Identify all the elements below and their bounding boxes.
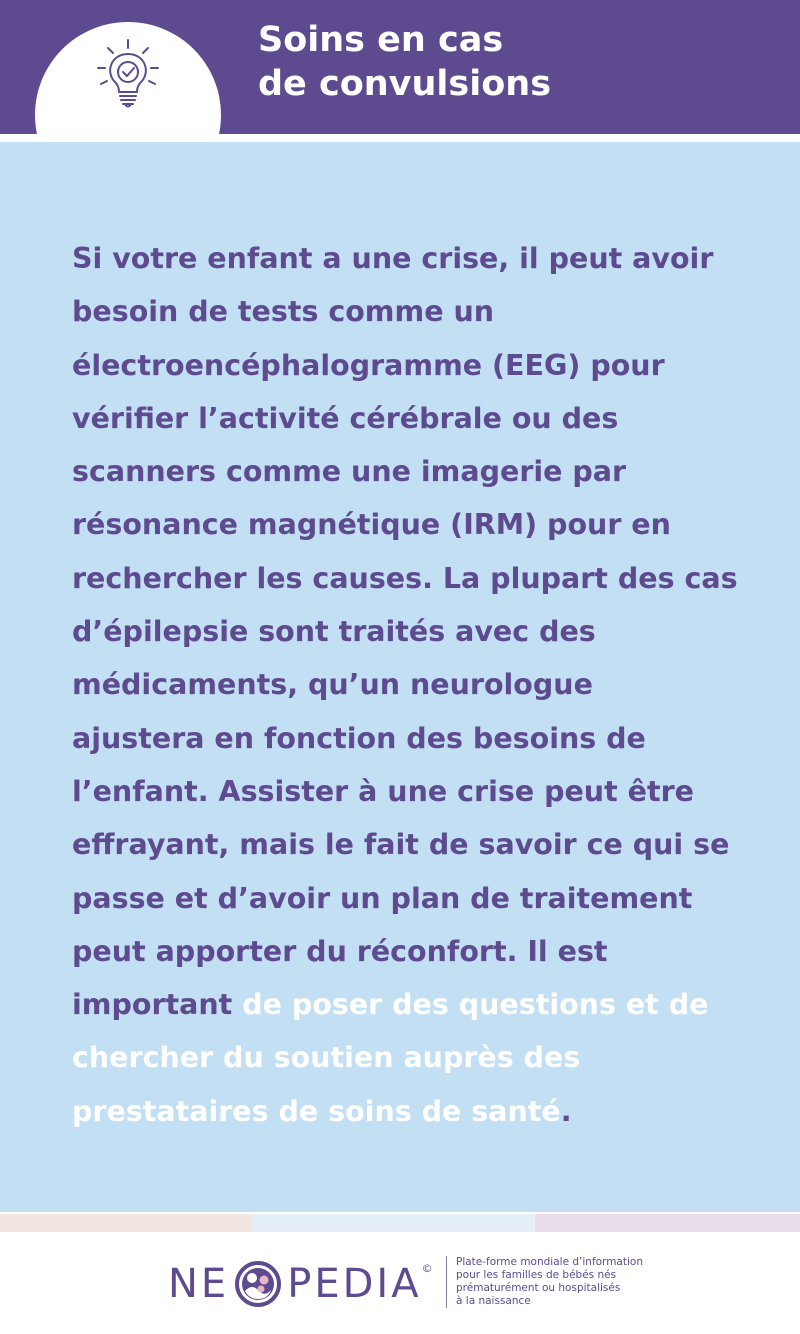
neopedia-logo (168, 1254, 433, 1314)
body-line: ajustera en fonction des besoins de (72, 721, 646, 755)
highlighted-text: de poser des questions et de (242, 988, 709, 1022)
header-divider (0, 134, 800, 142)
footer-tagline (456, 1256, 756, 1308)
end-punctuation: . (560, 1094, 572, 1128)
copyright-mark: © (421, 1262, 433, 1275)
body-line: besoin de tests comme un (72, 295, 495, 329)
tagline-line: Plate-forme mondiale d’information (456, 1256, 643, 1268)
logo-text-left: NE (168, 1261, 230, 1307)
tagline-line: pour les familles de bébés nés (456, 1269, 617, 1281)
body-line: l’enfant. Assister à une crise peut être (72, 774, 694, 808)
body-line-mixed (72, 1085, 752, 1138)
body-line: vérifier l’activité cérébrale ou des (72, 401, 619, 435)
body-line: électroencéphalogramme (EEG) pour (72, 348, 665, 382)
header-banner (0, 0, 800, 134)
footer-divider (446, 1256, 447, 1308)
body-line: rechercher les causes. La plupart des cas (72, 561, 738, 595)
color-stripe-pink (0, 1214, 252, 1232)
logo-text-right: PEDIA (287, 1261, 422, 1307)
lightbulb-check-icon (93, 34, 163, 114)
tagline-line: prématurément ou hospitalisés (456, 1282, 621, 1294)
neopedia-emblem-icon (235, 1261, 281, 1307)
color-stripe-blue (252, 1214, 535, 1232)
body-line: passe et d’avoir un plan de traitement (72, 881, 693, 915)
body-line: d’épilepsie sont traités avec des (72, 615, 596, 649)
color-stripe-lilac (535, 1214, 800, 1232)
tagline-line: à la naissance (456, 1295, 531, 1307)
body-line: Si votre enfant a une crise, il peut avoir (72, 242, 714, 275)
title-line-1: Soins en cas (258, 20, 504, 60)
body-line: effrayant, mais le fait de savoir ce qui se (72, 828, 730, 862)
body-line: résonance magnétique (IRM) pour en (72, 508, 671, 542)
highlighted-text: chercher du soutien auprès des (72, 1041, 581, 1075)
title-line-2: de convulsions (258, 64, 552, 104)
body-paragraph (72, 232, 752, 1138)
highlighted-text: prestataires de soins de santé (72, 1094, 561, 1128)
body-line: peut apporter du réconfort. Il est (72, 934, 608, 968)
body-text-segment: important (72, 988, 243, 1022)
body-line: scanners comme une imagerie par (72, 455, 627, 489)
body-line-mixed (72, 978, 752, 1031)
page-title (258, 18, 778, 106)
body-line: médicaments, qu’un neurologue (72, 668, 593, 702)
